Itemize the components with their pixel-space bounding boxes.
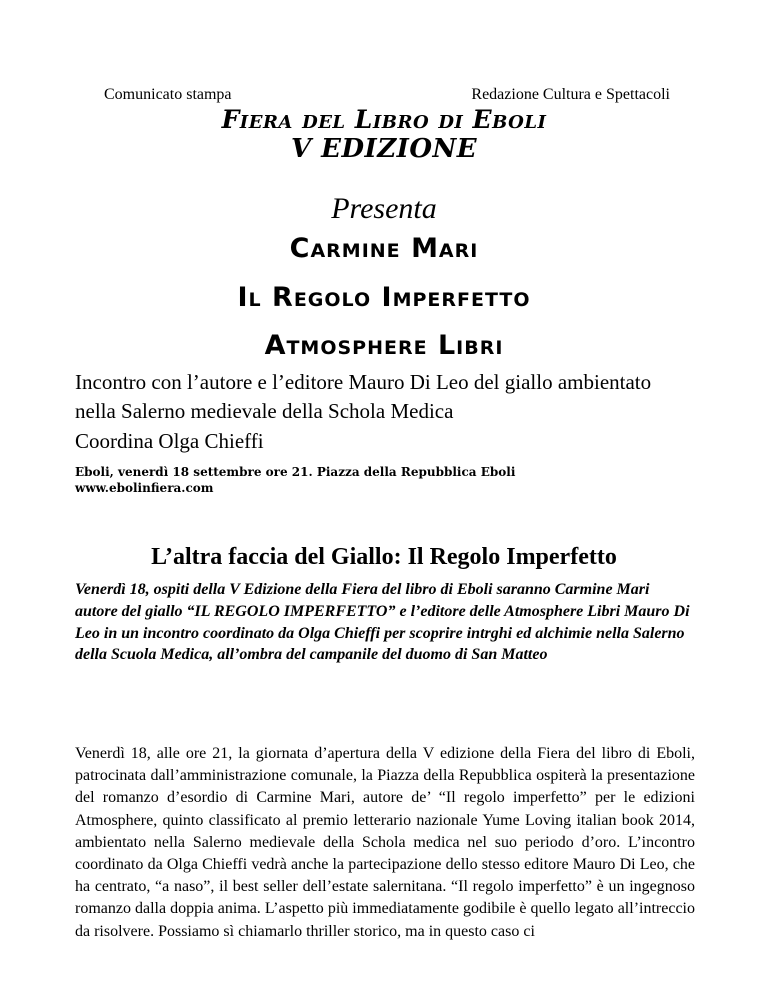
event-date-location: Eboli, venerdì 18 settembre ore 21. Piazza della Repubblica Eboli xyxy=(75,465,516,479)
article-body: Venerdì 18, alle ore 21, la giornata d’apertura della V edizione della Fiera del libro di Eboli, patrocinata dall’amministrazione comunale, la Piazza della Repubblica ospiterà la presentazione del romanzo d’esordio di Carmine Mari, autore de’ “Il regolo imperfetto” per le edizioni Atmosphere, quinto classificato al premio letterario nazionale Yume Loving italian book 2014, ambientato nella Salerno medievale della Schola medica nel suo periodo d’oro. L’incontro coordinato da Olga Chieffi vedrà anche la partecipazione dello stesso editore Mauro Di Leo, che ha centrato, “a naso”, il best seller dell’estate salernitana. “Il regolo imperfetto” è un ingegnoso romanzo dalla doppia anima. L’aspetto più immediatamente godibile è quello legato all’intreccio da risolvere. Possiamo sì chiamarlo thriller storico, ma in questo caso ci xyxy=(75,745,695,940)
author-name: Carmine Mari xyxy=(289,233,479,264)
event-details xyxy=(75,464,515,496)
book-title: Il Regolo Imperfetto xyxy=(237,282,531,313)
presenta-heading: Presenta xyxy=(331,192,437,225)
article-title: L’altra faccia del Giallo: Il Regolo Imperfetto xyxy=(151,544,617,570)
header-editorial-office: Redazione Cultura e Spettacoli xyxy=(471,86,670,103)
fair-title: Fiera del Libro di Eboli xyxy=(221,105,547,134)
meeting-description: Incontro con l’autore e l’editore Mauro Di Leo del giallo ambientato nella Salerno medievale della Schola Medica xyxy=(75,370,652,423)
header-press-release: Comunicato stampa xyxy=(104,86,232,103)
coordinator-line: Coordina Olga Chieffi xyxy=(75,429,264,453)
publisher-name: Atmosphere Libri xyxy=(264,330,504,361)
article-lead: Venerdì 18, ospiti della V Edizione della Fiera del libro di Eboli saranno Carmine Mari autore del giallo “IL REGOLO IMPERFETTO” e l’editore delle Atmosphere Libri Mauro Di Leo in un incontro coordinato da Olga Chieffi per scoprire intrghi ed alchimie nella Salerno della Scuola Medica, all’ombra del campanile del duomo di San Matteo xyxy=(75,581,690,664)
website-link[interactable]: www.ebolinfiera.com xyxy=(75,481,214,495)
fair-edition: V EDIZIONE xyxy=(290,134,478,164)
